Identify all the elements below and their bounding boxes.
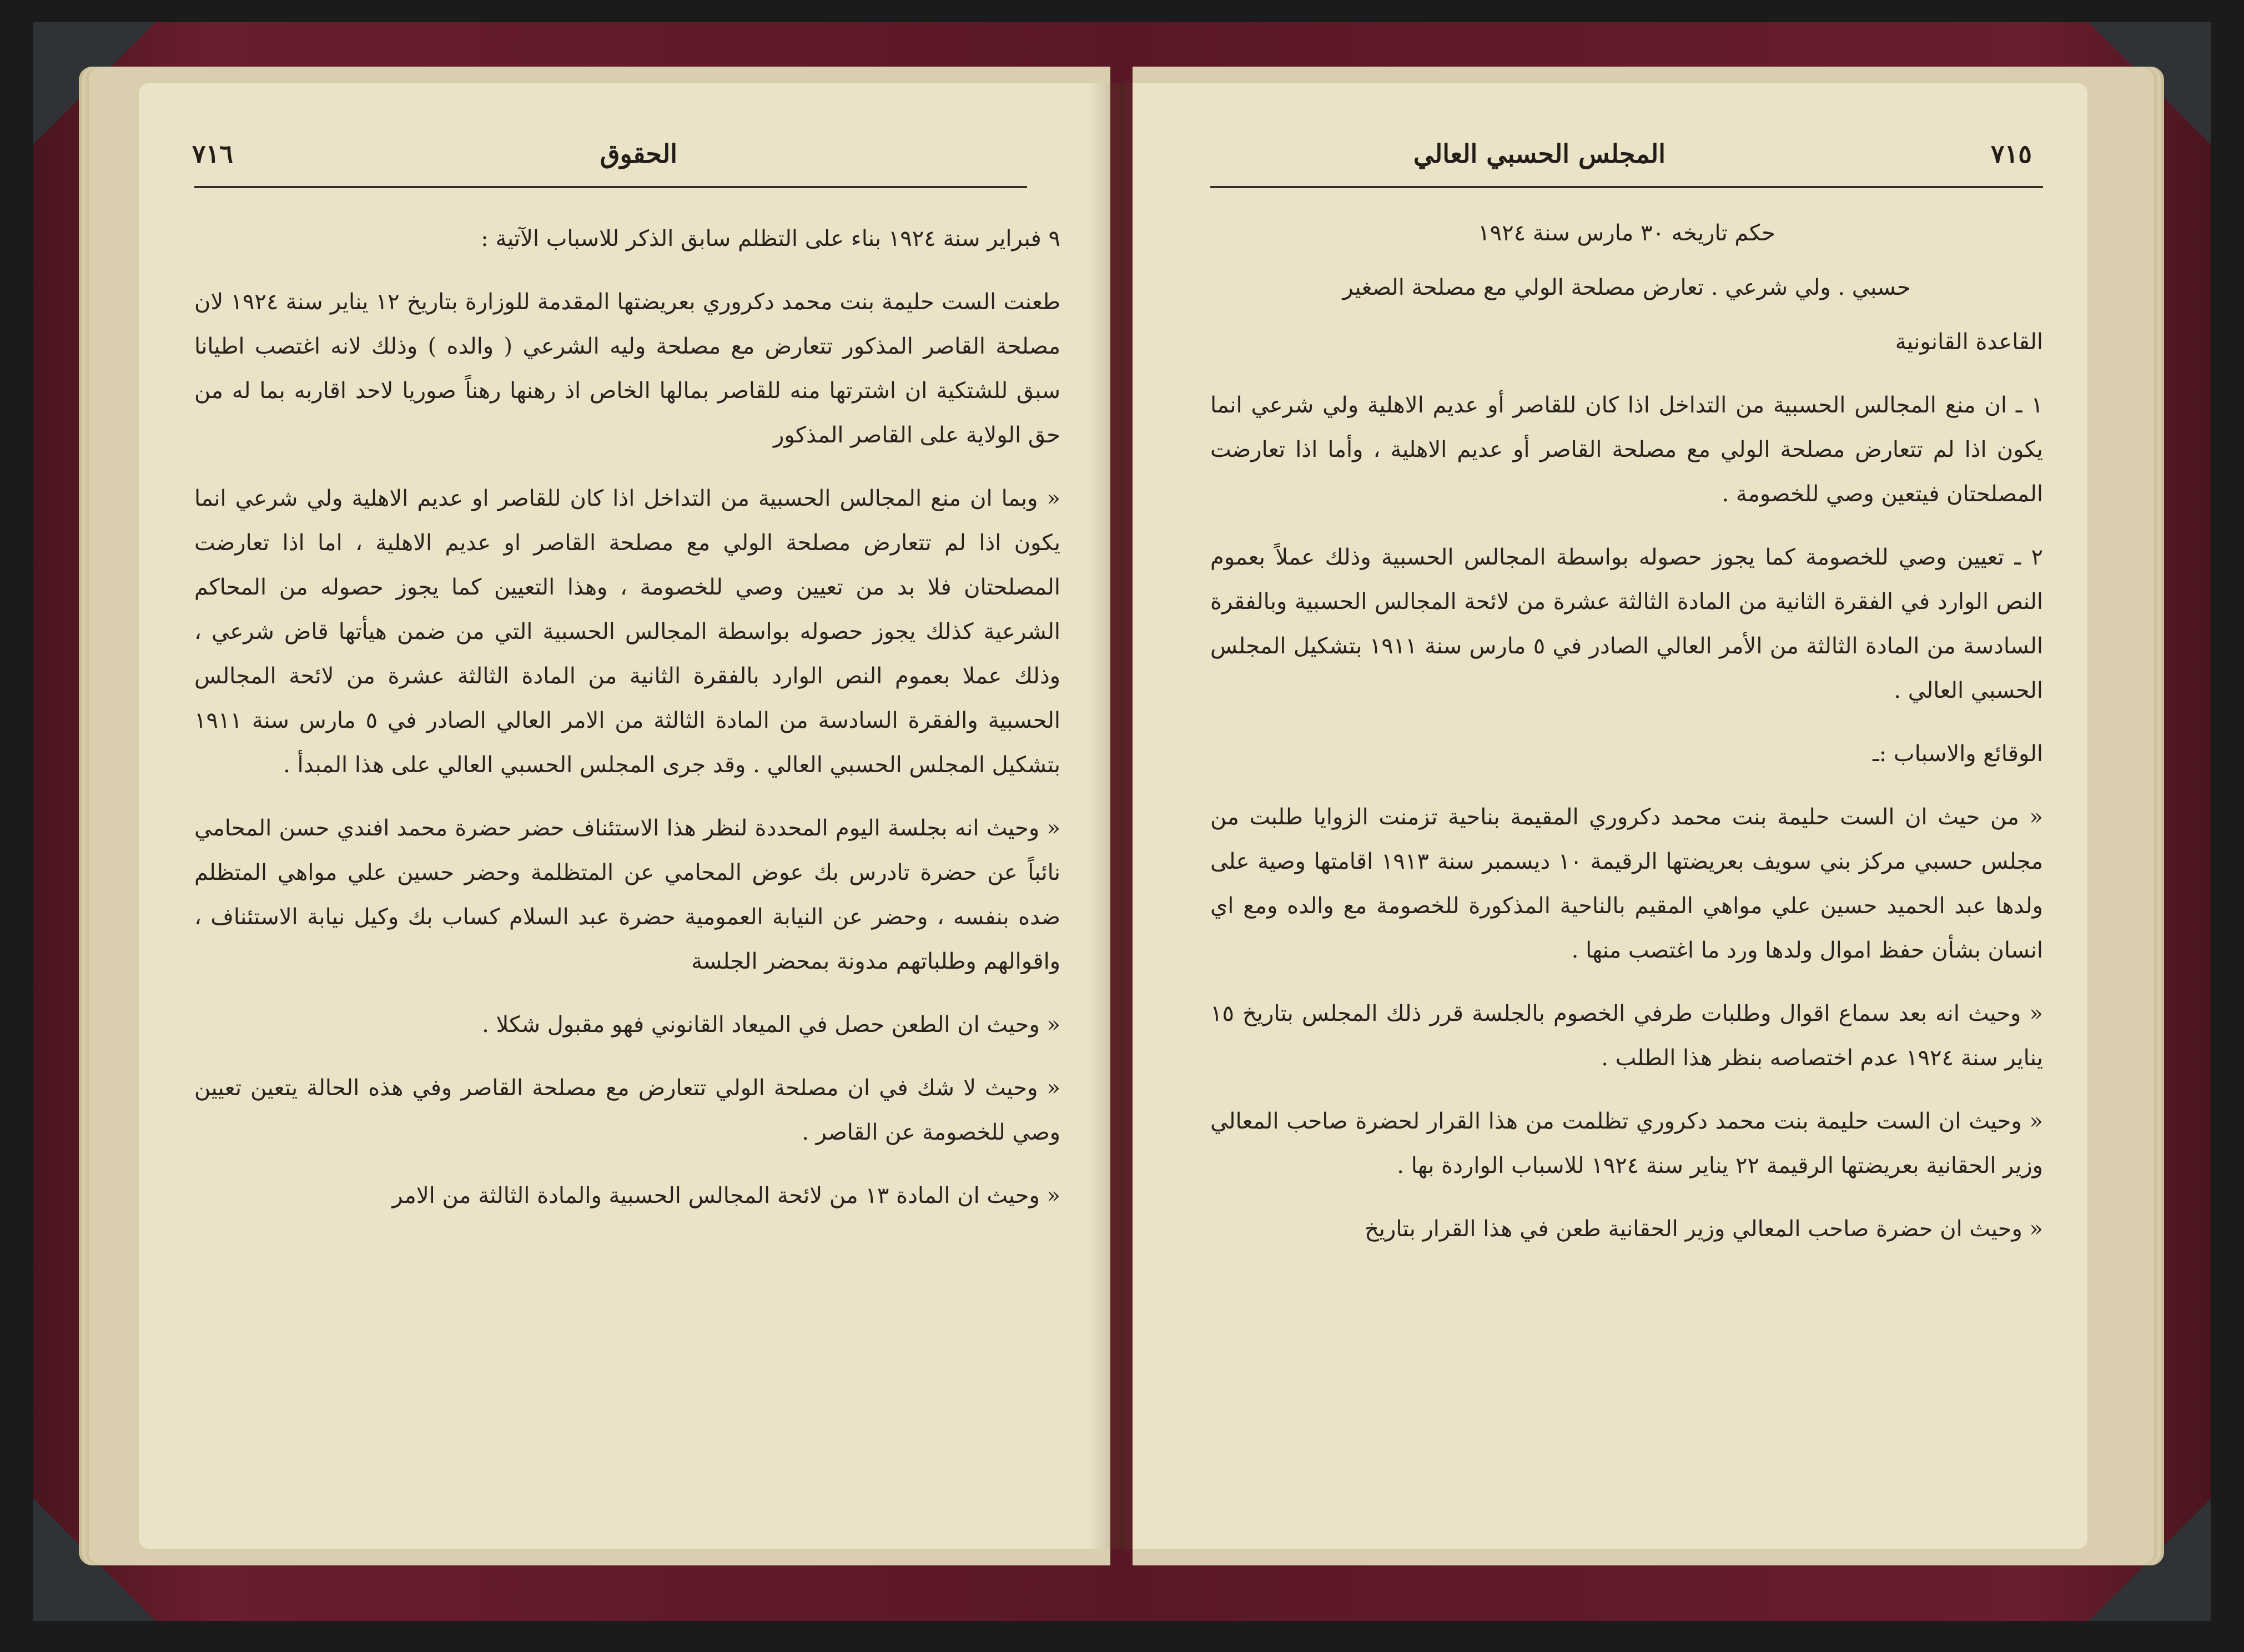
right-paragraph: ١ ـ ان منع المجالس الحسبية من التداخل اذا كان للقاصر أو عديم الاهلية ولي شرعي انما يكون اذا لم تتعارض مصلحة الولي مع مصلحة القاصر أو عديم الاهلية ، وأما اذا تعارضت المصلحتان فيتعين وصي للخصومة . <box>1210 392 2043 507</box>
right-running-head: المجلس الحسبي العالي <box>1413 139 1666 169</box>
left-running-head: الحقوق <box>600 139 677 169</box>
left-paragraph: ٩ فبراير سنة ١٩٢٤ بناء على التظلم سابق الذكر للاسباب الآتية : <box>481 226 1060 251</box>
left-page <box>139 83 1110 1549</box>
judgment-subtitle: حسبي . ولي شرعي . تعارض مصلحة الولي مع مصلحة الصغير <box>1342 275 1911 300</box>
facts-heading: الوقائع والاسباب :ـ <box>1873 741 2043 767</box>
right-paragraph: ٢ ـ تعيين وصي للخصومة كما يجوز حصوله بواسطة المجالس الحسبية وذلك عملاً بعموم النص الوارد في الفقرة الثانية من المادة الثالثة عشرة من لائحة المجالس الحسبية وبالفقرة السادسة من المادة الثالثة من الأمر العالي الصادر في ٥ مارس سنة ١٩١١ بتشكيل المجلس الحسبي العالي . <box>1210 545 2043 703</box>
judgment-title: حكم تاريخه ٣٠ مارس سنة ١٩٢٤ <box>1478 220 1775 246</box>
left-paragraph: طعنت الست حليمة بنت محمد دكروري بعريضتها المقدمة للوزارة بتاريخ ١٢ يناير سنة ١٩٢٤ لان مصلحة القاصر المذكور تتعارض مع مصلحة وليه الشرعي ( والده ) وذلك لانه اغتصب اطيانا سبق للشتكية ان اشترتها منه للقاصر بمالها الخاص اذ رهنها رهناً صوريا لاحد اقاربه بما له من حق الولاية على القاصر المذكور <box>194 289 1060 448</box>
left-paragraph: « وحيث انه بجلسة اليوم المحددة لنظر هذا الاستئناف حضر حضرة محمد افندي حسن المحامي نائباً عن حضرة تادرس بك عوض المحامي عن المتظلمة وحضر حسين علي مواهي المتظلم ضده بنفسه ، وحضر عن النيابة العمومية حضرة عبد السلام كساب بك وكيل نيابة الاستئناف ، واقوالهم وطلباتهم مدونة بمحضر الجلسة <box>194 815 1060 974</box>
right-paragraph: « وحيث انه بعد سماع اقوال وطلبات طرفي الخصوم بالجلسة قرر ذلك المجلس بتاريخ ١٥ يناير سنة ١٩٢٤ عدم اختصاصه بنظر هذا الطلب . <box>1210 1001 2043 1071</box>
left-header-rule <box>194 186 1027 188</box>
right-paragraph: « وحيث ان حضرة صاحب المعالي وزير الحقانية طعن في هذا القرار بتاريخ <box>1365 1216 2043 1242</box>
right-header-rule <box>1210 186 2043 188</box>
left-paragraph: « وبما ان منع المجالس الحسبية من التداخل اذا كان للقاصر او عديم الاهلية ولي شرعي انما يكون اذا لم تتعارض مصلحة الولي مع مصلحة القاصر او عديم الاهلية ، اما اذا تعارضت المصلحتان فلا بد من تعيين وصي للخصومة ، وهذا التعيين كما يجوز حصوله من المحاكم الشرعية كذلك يجوز حصوله بواسطة المجالس الحسبية التي من ضمن هيأتها قاض شرعي ، وذلك عملا بعموم النص الوارد بالفقرة الثانية من المادة الثالثة عشرة من لائحة المجالس الحسبية والفقرة السادسة من المادة الثالثة من الامر العالي الصادر في ٥ مارس سنة ١٩١١ بتشكيل المجلس الحسبي العالي . وقد جرى المجلس الحسبي العالي على هذا المبدأ . <box>194 486 1061 778</box>
left-paragraph: « وحيث ان الطعن حصل في الميعاد القانوني فهو مقبول شكلا . <box>482 1012 1060 1037</box>
right-page <box>1133 83 2087 1549</box>
right-paragraph: « وحيث ان الست حليمة بنت محمد دكروري تظلمت من هذا القرار لحضرة صاحب المعالي وزير الحقانية بعريضتها الرقيمة ٢٢ يناير سنة ١٩٢٤ للاسباب الواردة بها . <box>1210 1109 2043 1178</box>
left-paragraph: « وحيث ان المادة ١٣ من لائحة المجالس الحسبية والمادة الثالثة من الامر <box>392 1183 1060 1208</box>
right-page-number: ٧١٥ <box>1990 139 2032 169</box>
right-paragraph: « من حيث ان الست حليمة بنت محمد دكروري المقيمة بناحية تزمنت الزوايا طلبت من مجلس حسبي مركز بني سويف بعريضتها الرقيمة ١٠ ديسمبر سنة ١٩١٣ اقامتها وصية على ولدها عبد الحميد حسين علي مواهي المقيم بالناحية المذكورة للخصومة مع والده ومع اي انسان بشأن حفظ اموال ولدها ورد ما اغتصب منها . <box>1210 804 2044 963</box>
left-body-text <box>194 216 1060 1237</box>
left-page-number: ٧١٦ <box>192 139 233 169</box>
legal-rule-heading: القاعدة القانونية <box>1895 329 2043 355</box>
right-body-text <box>1210 211 2043 1270</box>
left-paragraph: « وحيث لا شك في ان مصلحة الولي تتعارض مع مصلحة القاصر وفي هذه الحالة يتعين تعيين وصي للخصومة عن القاصر . <box>194 1075 1060 1145</box>
